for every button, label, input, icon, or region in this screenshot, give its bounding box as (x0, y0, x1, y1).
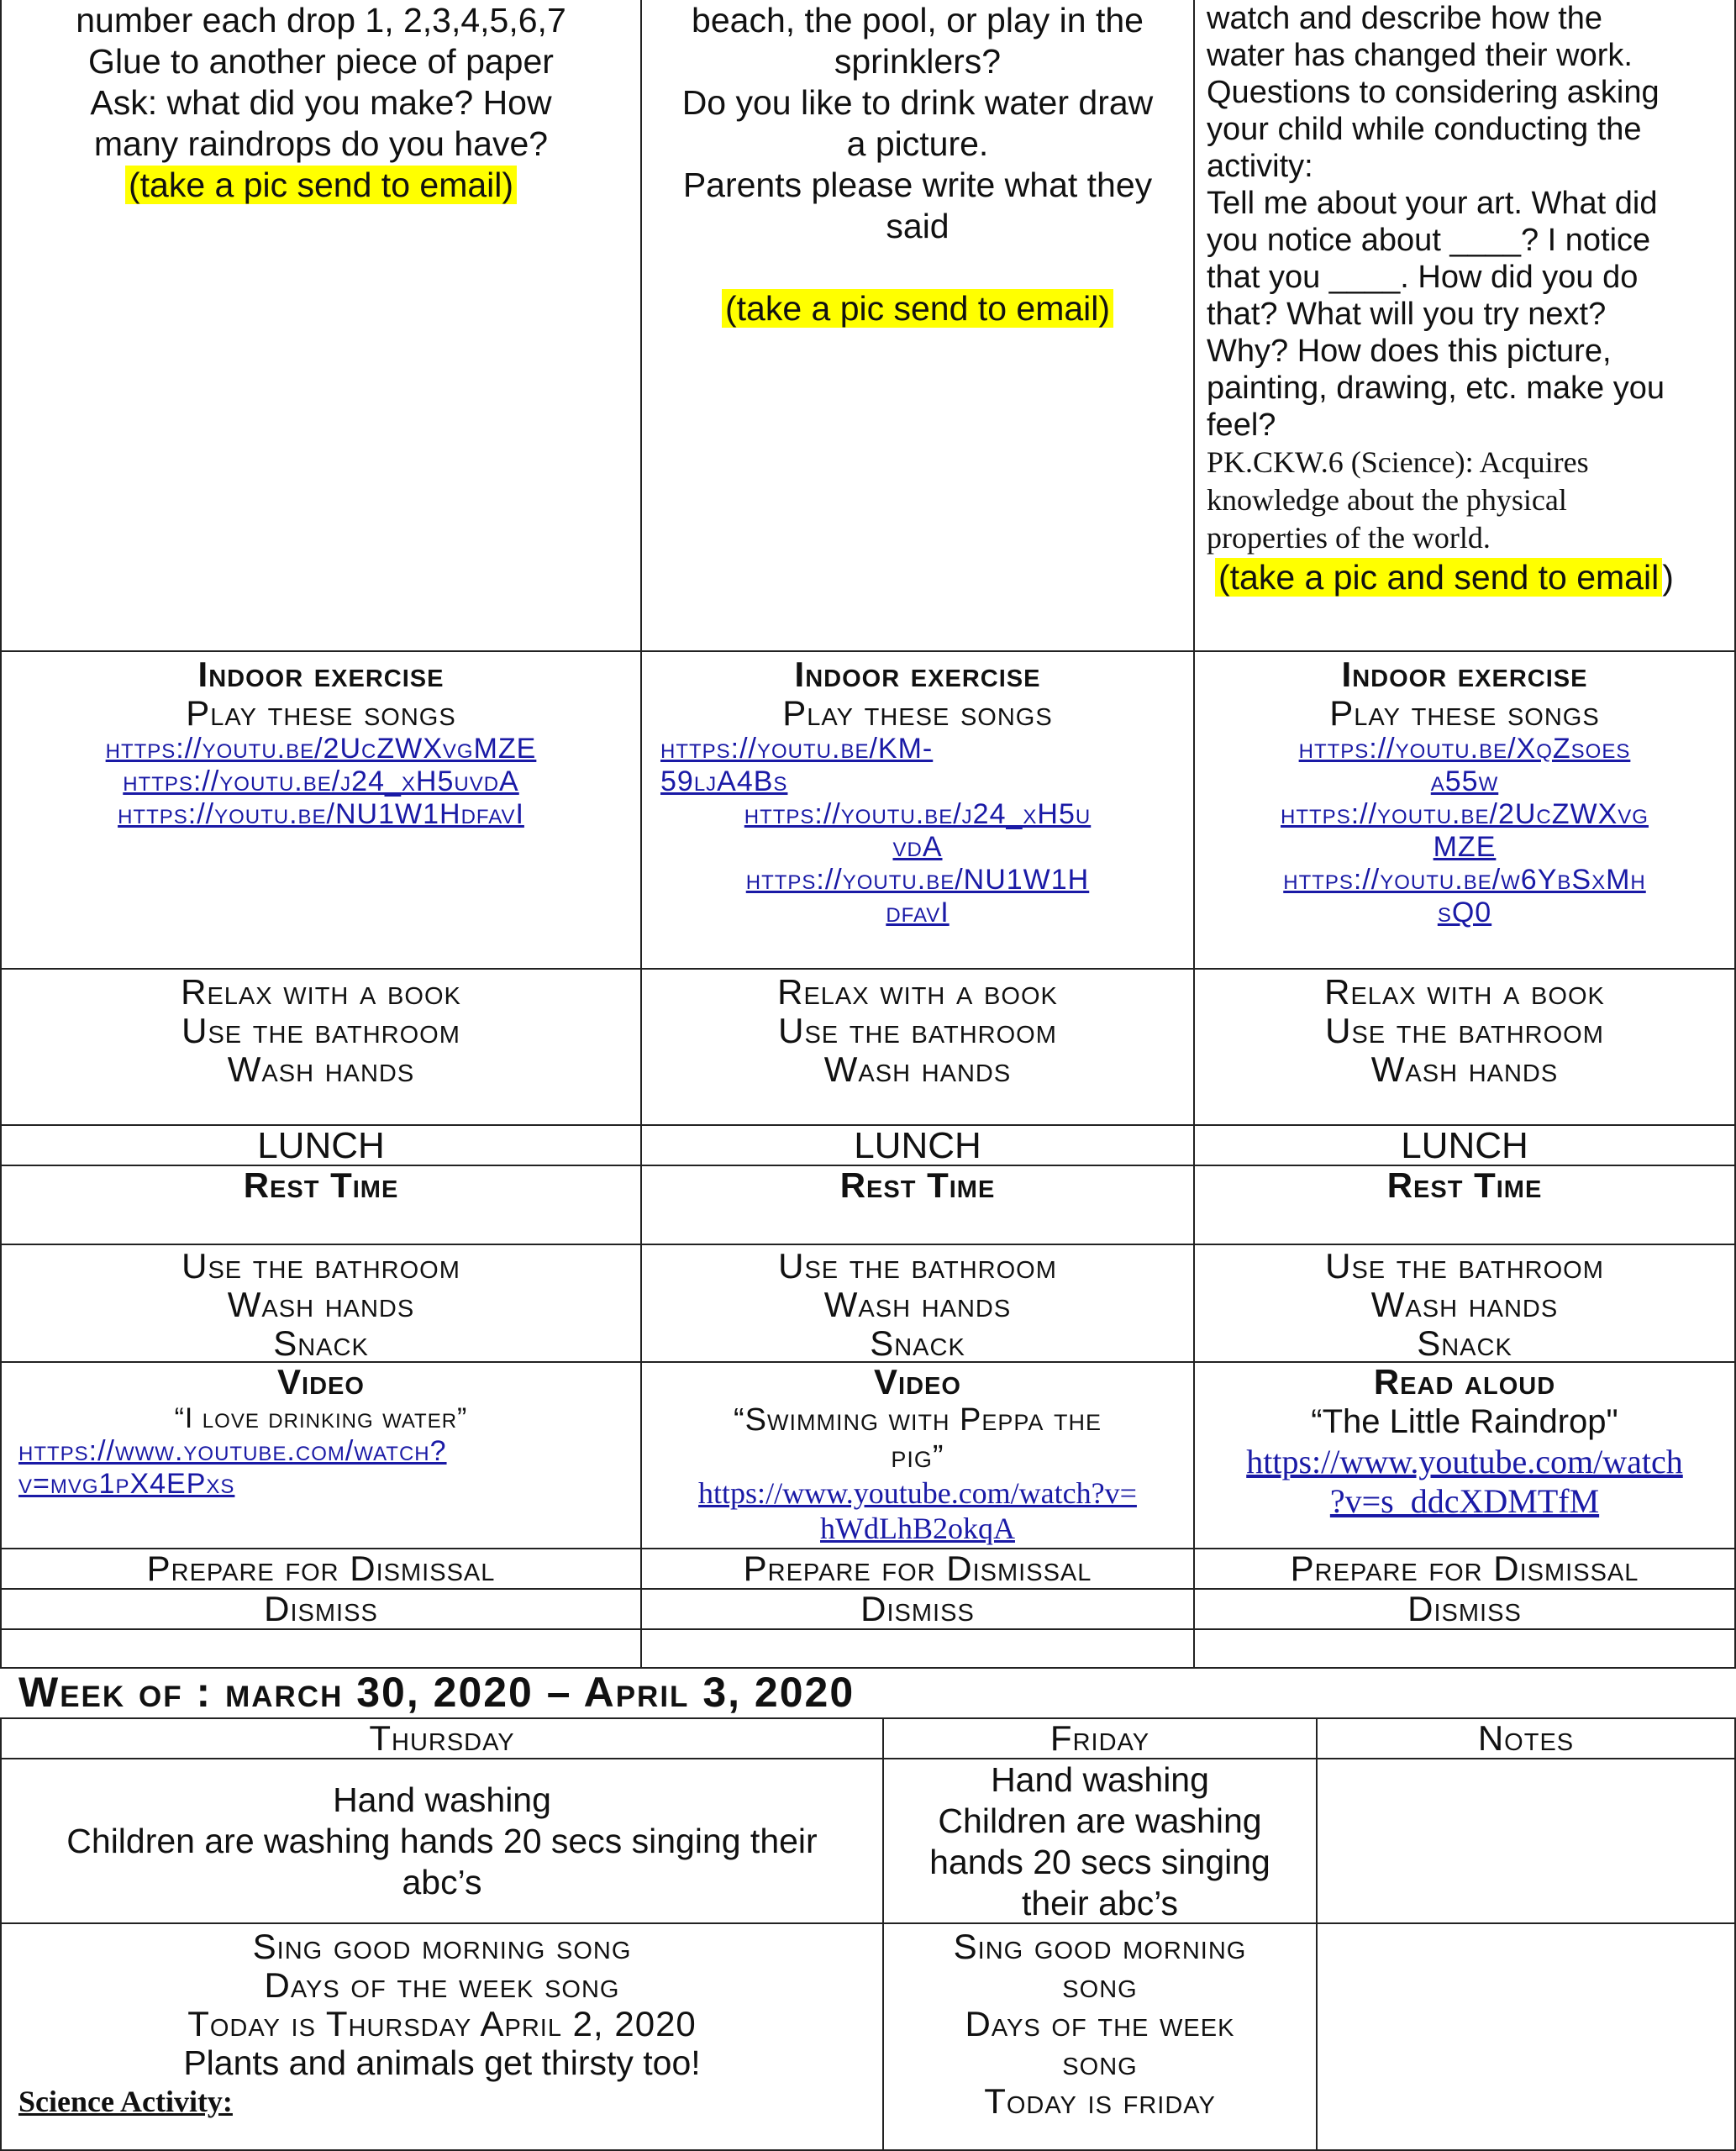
prepare-label: Prepare for Dismissal (1290, 1549, 1639, 1588)
lunch-label: LUNCH (1401, 1125, 1528, 1166)
activity-text: sprinklers? (834, 42, 1002, 81)
lunch-cell-col2 (640, 1124, 1195, 1166)
activity-text: Why? How does this picture, (1207, 334, 1612, 369)
header-friday (882, 1717, 1318, 1759)
activity-cell-col1 (0, 0, 642, 652)
activity-cell-col3 (1193, 0, 1736, 652)
exercise-title: Indoor exercise (197, 655, 445, 694)
video-link[interactable]: v=mvg1pX4EPxs (18, 1468, 235, 1500)
header-notes (1316, 1717, 1736, 1759)
video-link[interactable]: https://www.youtube.com/watch?v= (698, 1476, 1137, 1510)
friday-song-cell (882, 1922, 1318, 2151)
activity-text: a picture. (846, 124, 989, 163)
video-link[interactable]: https://www.youtube.com/watch? (18, 1435, 447, 1467)
notes-cell-1 (1316, 1758, 1736, 1924)
song-link[interactable]: MZE (1433, 831, 1497, 863)
song-text: Sing good morning (953, 1927, 1247, 1966)
activity-text: number each drop 1, 2,3,4,5,6,7 (76, 1, 566, 39)
activity-text: activity: (1207, 149, 1313, 184)
prepare-label: Prepare for Dismissal (743, 1549, 1092, 1588)
activity-text: feel? (1207, 408, 1276, 443)
day-header: Thursday (369, 1718, 515, 1758)
video-cell-col2 (640, 1361, 1195, 1549)
standard-text: knowledge about the physical (1207, 483, 1567, 517)
thursday-song-cell (0, 1922, 884, 2151)
empty-cell-col3 (1193, 1628, 1736, 1669)
dismiss-label: Dismiss (264, 1589, 378, 1628)
snack-cell-col2 (640, 1244, 1195, 1363)
relax-text: Wash hands (1370, 1049, 1559, 1089)
video-cell-col3 (1193, 1361, 1736, 1549)
snack-cell-col3 (1193, 1244, 1736, 1363)
standard-text: properties of the world. (1207, 521, 1491, 555)
relax-text: Wash hands (823, 1049, 1012, 1089)
closing-paren: ) (1662, 558, 1674, 597)
snack-text: Snack (273, 1323, 369, 1363)
relax-text: Wash hands (227, 1049, 415, 1089)
video-title: Video (277, 1362, 365, 1402)
song-text: Sing good morning song (252, 1927, 632, 1966)
wash-text: Children are washing (938, 1801, 1262, 1840)
wash-text: their abc’s (1021, 1884, 1179, 1922)
song-text: Days of the week song (264, 1965, 620, 2005)
snack-text: Snack (1417, 1323, 1512, 1363)
relax-cell-col1 (0, 968, 642, 1126)
activity-cell-col2 (640, 0, 1195, 652)
activity-text: your child while conducting the (1207, 112, 1642, 147)
notes-header: Notes (1477, 1718, 1575, 1758)
email-reminder: (take a pic and send to email (1215, 558, 1662, 597)
rest-cell-col1 (0, 1165, 642, 1245)
prepare-cell-col1 (0, 1548, 642, 1590)
prepare-label: Prepare for Dismissal (146, 1549, 496, 1588)
notes-cell-2 (1316, 1922, 1736, 2151)
week-heading: Week of : march 30, 2020 – April 3, 2020 (18, 1669, 855, 1716)
activity-text: many raindrops do you have? (93, 124, 549, 163)
science-activity-label: Science Activity: (18, 2085, 233, 2118)
dismiss-cell-col2 (640, 1588, 1195, 1630)
exercise-cell-col2 (640, 650, 1195, 970)
snack-text: Wash hands (823, 1285, 1012, 1324)
song-link[interactable]: https://youtu.be/j24_xH5uvdA (123, 765, 519, 797)
song-link[interactable]: https://youtu.be/2UcZWXvg (1281, 798, 1649, 830)
relax-text: Relax with a book (1324, 972, 1605, 1012)
read-aloud-title: Read aloud (1373, 1362, 1556, 1402)
snack-cell-col1 (0, 1244, 642, 1363)
activity-text: water has changed their work. (1207, 38, 1633, 73)
activity-text: said (886, 207, 950, 245)
activity-text: Tell me about your art. What did (1207, 186, 1658, 221)
lunch-cell-col1 (0, 1124, 642, 1166)
rest-label: Rest Time (839, 1165, 996, 1205)
relax-text: Relax with a book (777, 972, 1058, 1012)
thursday-wash-cell (0, 1758, 884, 1924)
relax-text: Use the bathroom (778, 1011, 1057, 1050)
rest-label: Rest Time (243, 1165, 399, 1205)
song-text: song (1062, 1965, 1138, 2005)
standard-text: PK.CKW.6 (Science): Acquires (1207, 445, 1589, 479)
activity-text: you notice about ____? I notice (1207, 223, 1651, 258)
dismiss-cell-col1 (0, 1588, 642, 1630)
song-link[interactable]: https://youtu.be/XqZsoes (1298, 733, 1631, 765)
empty-cell-col1 (0, 1628, 642, 1669)
activity-text: that you ____. How did you do (1207, 260, 1639, 295)
header-thursday (0, 1717, 884, 1759)
exercise-title: Indoor exercise (1341, 655, 1588, 694)
video-link[interactable]: hWdLhB2okqA (820, 1512, 1015, 1545)
exercise-subtitle: Play these songs (186, 693, 456, 733)
video-caption: “I love drinking water” (174, 1402, 468, 1434)
video-link[interactable]: ?v=s_ddcXDMTfM (1329, 1482, 1600, 1520)
prepare-cell-col3 (1193, 1548, 1736, 1590)
email-reminder: (take a pic send to email) (722, 289, 1113, 328)
relax-cell-col2 (640, 968, 1195, 1126)
song-link[interactable]: sQ0 (1437, 897, 1492, 928)
video-caption: pig” (891, 1439, 944, 1475)
activity-text: Questions to considering asking (1207, 75, 1660, 110)
wash-text: Children are washing hands 20 secs singing their (66, 1822, 818, 1860)
song-text: Today is friday (984, 2081, 1216, 2121)
relax-text: Use the bathroom (1325, 1011, 1604, 1050)
video-title: Video (874, 1362, 961, 1402)
exercise-subtitle: Play these songs (782, 693, 1053, 733)
video-link[interactable]: https://www.youtube.com/watch (1246, 1443, 1683, 1480)
wash-text: Hand washing (991, 1760, 1209, 1799)
song-link[interactable]: https://youtu.be/2UcZWXvgMZE (105, 733, 537, 765)
dismiss-label: Dismiss (1407, 1589, 1522, 1628)
snack-text: Wash hands (227, 1285, 415, 1324)
video-caption: “Swimming with Peppa the (734, 1402, 1102, 1438)
song-link[interactable]: https://youtu.be/w6YbSxMh (1283, 864, 1646, 896)
wash-text: Hand washing (333, 1780, 551, 1819)
dismiss-label: Dismiss (860, 1589, 975, 1628)
snack-text: Use the bathroom (1325, 1246, 1604, 1286)
empty-cell-col2 (640, 1628, 1195, 1669)
activity-text: that? What will you try next? (1207, 297, 1607, 332)
snack-text: Use the bathroom (181, 1246, 460, 1286)
rest-cell-col3 (1193, 1165, 1736, 1245)
song-link[interactable]: https://youtu.be/NU1W1H (745, 864, 1090, 896)
activity-text: painting, drawing, etc. make you (1207, 371, 1665, 406)
relax-text: Use the bathroom (181, 1011, 460, 1050)
exercise-cell-col1 (0, 650, 642, 970)
song-link[interactable]: 59ljA4Bs (660, 765, 788, 797)
wash-text: abc’s (402, 1863, 482, 1901)
relax-cell-col3 (1193, 968, 1736, 1126)
song-link[interactable]: dfavI (886, 897, 950, 928)
snack-text: Snack (870, 1323, 965, 1363)
rest-cell-col2 (640, 1165, 1195, 1245)
snack-text: Wash hands (1370, 1285, 1559, 1324)
activity-text: beach, the pool, or play in the (692, 1, 1144, 39)
song-link[interactable]: https://youtu.be/KM- (660, 733, 934, 765)
song-text: Days of the week (965, 2004, 1235, 2043)
wash-text: hands 20 secs singing (929, 1843, 1270, 1881)
activity-text: watch and describe how the (1207, 1, 1603, 36)
friday-wash-cell (882, 1758, 1318, 1924)
song-link[interactable]: https://youtu.be/NU1W1HdfavI (118, 798, 524, 830)
song-link[interactable]: https://youtu.be/j24_xH5u (744, 798, 1092, 830)
day-header: Friday (1049, 1718, 1150, 1758)
snack-text: Use the bathroom (778, 1246, 1057, 1286)
song-text: Today is Thursday April 2, 2020 (187, 2004, 697, 2043)
rest-label: Rest Time (1386, 1165, 1543, 1205)
video-caption: “The Little Raindrop" (1311, 1403, 1618, 1440)
activity-text: Do you like to drink water draw (681, 83, 1154, 122)
activity-text: Parents please write what they (682, 166, 1153, 204)
relax-text: Relax with a book (181, 972, 461, 1012)
exercise-title: Indoor exercise (794, 655, 1041, 694)
video-cell-col1 (0, 1361, 642, 1549)
song-link[interactable]: a55w (1430, 765, 1499, 797)
exercise-subtitle: Play these songs (1329, 693, 1600, 733)
song-link[interactable]: vdA (892, 831, 943, 863)
plants-text: Plants and animals get thirsty too! (183, 2043, 701, 2082)
activity-text: Ask: what did you make? How (90, 83, 552, 122)
lunch-label: LUNCH (257, 1125, 385, 1166)
exercise-cell-col3 (1193, 650, 1736, 970)
prepare-cell-col2 (640, 1548, 1195, 1590)
dismiss-cell-col3 (1193, 1588, 1736, 1630)
song-text: song (1062, 2043, 1138, 2082)
lunch-label: LUNCH (854, 1125, 981, 1166)
lunch-cell-col3 (1193, 1124, 1736, 1166)
activity-text: Glue to another piece of paper (88, 42, 554, 81)
email-reminder: (take a pic send to email) (125, 166, 517, 204)
